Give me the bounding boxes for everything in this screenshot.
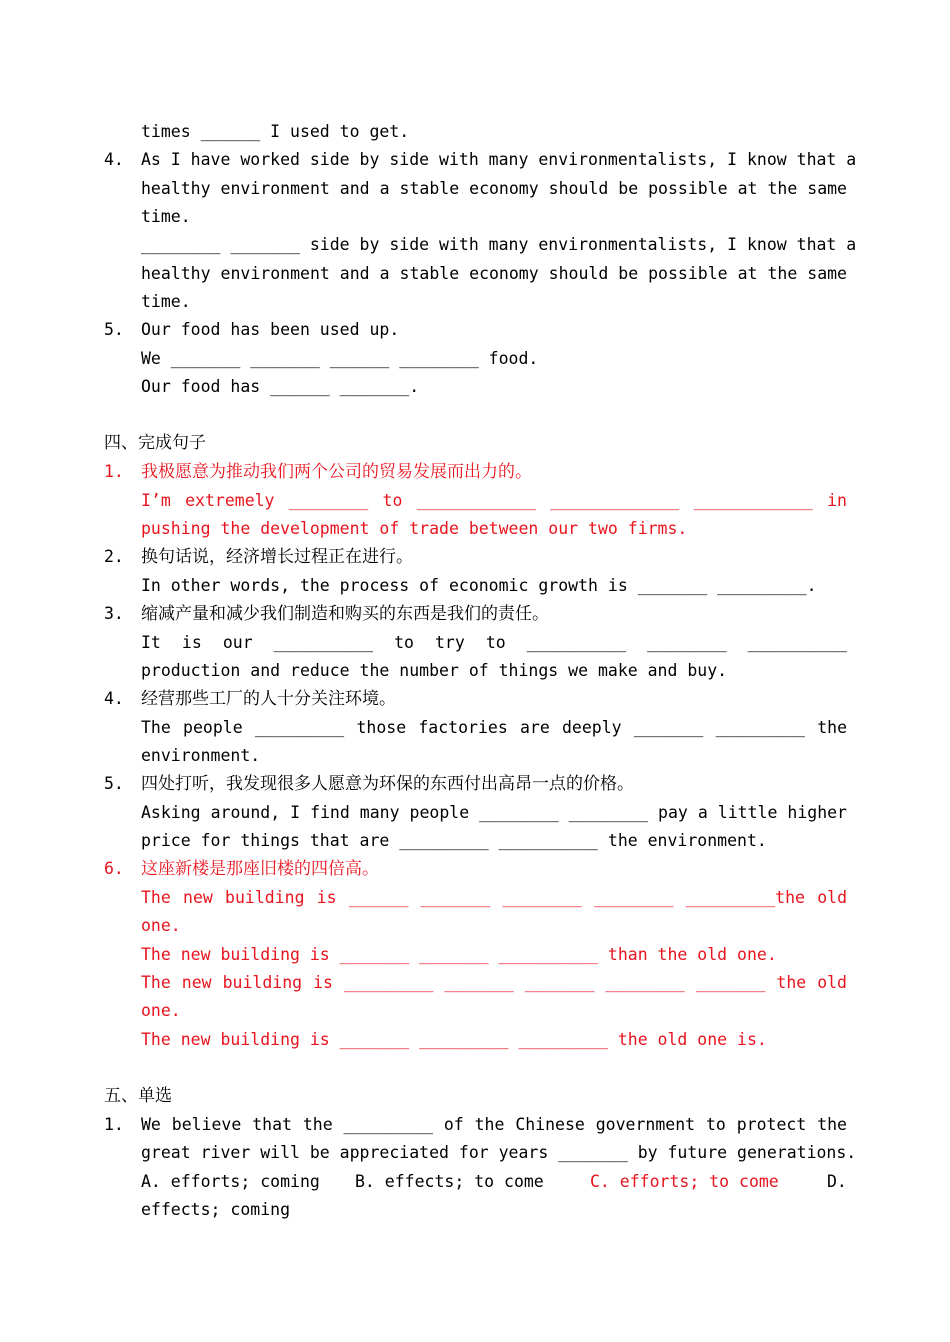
text-line [0,487,950,515]
answer-line: The new building is ______ _______ ________ ________ _________the old [141,888,847,907]
answer-line: one. [141,916,181,935]
chinese-prompt: 我极愿意为推动我们两个公司的贸易发展而出力的。 [141,462,532,482]
sentence-text: In other words, the process of economic growth is _______ _________. [141,576,817,595]
question-number: 5. [104,320,124,339]
question-row [0,458,950,486]
text-line [0,1026,950,1054]
sentence-text: We _______ _______ ______ ________ food. [141,349,539,368]
text-line [0,827,950,855]
text-line [0,515,950,543]
sentence-text: times ______ I used to get. [141,122,410,141]
sentence-text: environment. [141,746,261,765]
question-number: 2. [104,547,124,566]
question-number: 5. [104,774,124,793]
chinese-prompt: 经营那些工厂的人十分关注环境。 [141,689,396,709]
section-heading-row [0,1082,950,1110]
text-line [0,714,950,742]
question-number: 1. [104,462,124,481]
chinese-prompt: 换句话说，经济增长过程正在进行。 [141,547,413,567]
question-row [0,855,950,883]
sentence-text: The people _________ those factories are deeply _______ _________ the [141,718,847,737]
sentence-text: It is our __________ to try to __________ ________ __________ [141,633,847,652]
question-row [0,685,950,713]
question-row [0,1111,950,1139]
text-line [0,997,950,1025]
chinese-prompt: 缩减产量和减少我们制造和购买的东西是我们的责任。 [141,604,549,624]
sentence-text: Our food has ______ _______. [141,377,420,396]
text-line [0,572,950,600]
question-row [0,770,950,798]
answer-line: one. [141,1001,181,1020]
text-line [0,742,950,770]
text-line [0,912,950,940]
answer-line: The new building is _________ _______ _______ ________ _______ the old [141,973,847,992]
text-line [0,884,950,912]
text-line [0,260,950,288]
chinese-prompt: 这座新楼是那座旧楼的四倍高。 [141,859,379,879]
question-row [0,600,950,628]
section-heading: 五、单选 [104,1086,172,1106]
section-heading: 四、完成句子 [104,433,206,453]
section-heading-row [0,429,950,457]
question-number: 3. [104,604,124,623]
option-b: B. effects; to come [355,1172,544,1191]
sentence-text: healthy environment and a stable economy should be possible at the same [141,264,847,283]
text-line [0,1139,950,1167]
text-line [0,175,950,203]
sentence-text: production and reduce the number of things we make and buy. [141,661,728,680]
text-line [0,799,950,827]
sentence-text: great river will be appreciated for years _______ by future generations. [141,1143,857,1162]
sentence-text: Asking around, I find many people ________ ________ pay a little higher [141,803,847,822]
text-line [0,203,950,231]
answer-line: pushing the development of trade between our two firms. [141,519,688,538]
sentence-text: We believe that the _________ of the Chinese government to protect the [141,1115,847,1134]
option-c-answer: C. efforts; to come [590,1172,779,1191]
sentence-text: As I have worked side by side with many environmentalists, I know that a [141,150,857,169]
options-row [0,1168,950,1196]
text-line [0,969,950,997]
sentence-text: price for things that are _________ __________ the environment. [141,831,767,850]
text-line [0,941,950,969]
question-number: 6. [104,859,124,878]
answer-line: The new building is _______ _________ _________ the old one is. [141,1030,767,1049]
text-line [0,657,950,685]
option-d-text: effects; coming [141,1200,291,1219]
text-line [0,231,950,259]
text-line [0,288,950,316]
question-row [0,146,950,174]
sentence-text: Our food has been used up. [141,320,400,339]
answer-line: The new building is _______ _______ __________ than the old one. [141,945,777,964]
answer-line: I’m extremely ________ to ____________ _____________ ____________ in [141,491,847,510]
option-a: A. efforts; coming [141,1172,320,1191]
sentence-text: time. [141,207,191,226]
question-number: 4. [104,689,124,708]
question-number: 1. [104,1115,124,1134]
text-line [0,345,950,373]
question-number: 4. [104,150,124,169]
chinese-prompt: 四处打听，我发现很多人愿意为环保的东西付出高昂一点的价格。 [141,774,634,794]
text-line [0,373,950,401]
option-d: D. [827,1172,847,1191]
text-line [0,118,950,146]
question-row [0,316,950,344]
question-row [0,543,950,571]
sentence-text: healthy environment and a stable economy should be possible at the same [141,179,847,198]
sentence-text: time. [141,292,191,311]
text-line [0,1196,950,1224]
text-line [0,629,950,657]
sentence-text: ________ _______ side by side with many environmentalists, I know that a [141,235,857,254]
